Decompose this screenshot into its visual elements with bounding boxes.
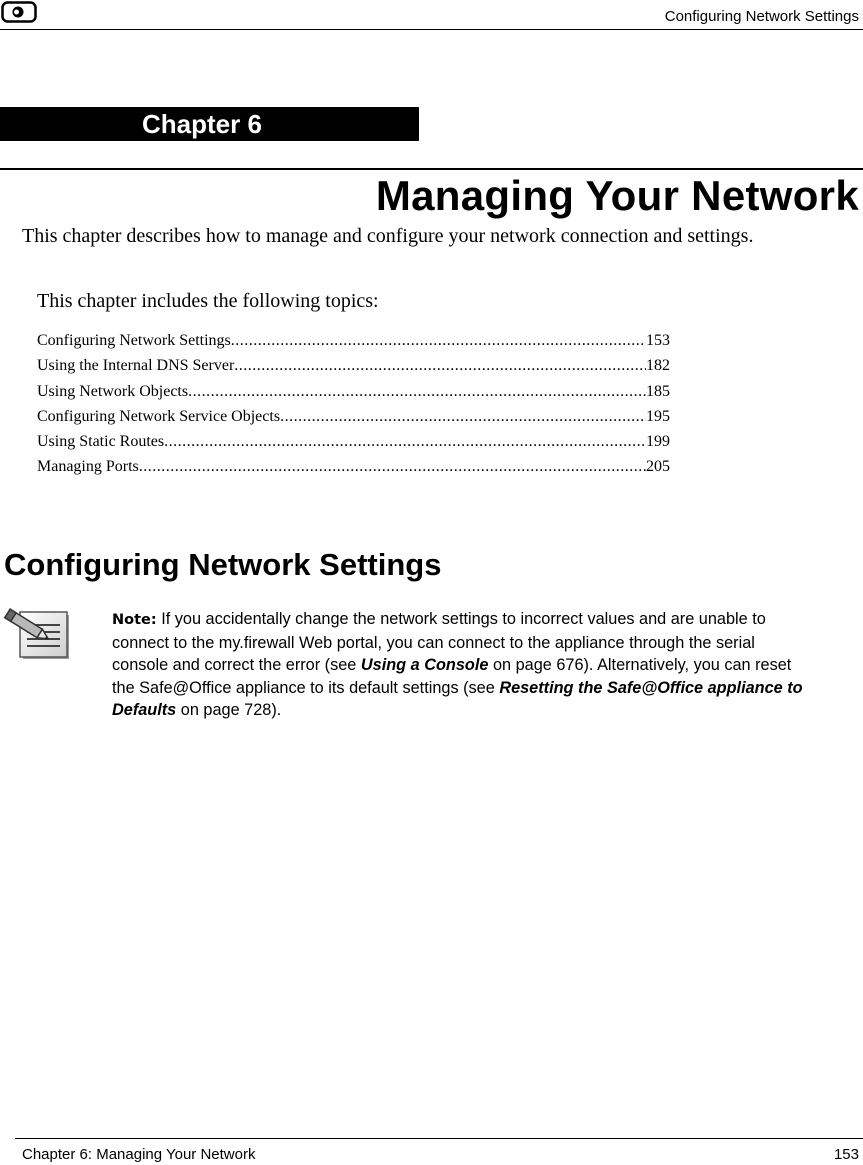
title-rule — [0, 168, 863, 170]
toc-entry-title[interactable]: Configuring Network Service Objects — [37, 407, 281, 425]
toc-leader-dots — [234, 356, 646, 376]
toc-entry-page[interactable]: 199 — [646, 433, 670, 451]
cross-reference-link[interactable]: Using a Console — [360, 656, 489, 674]
chapter-intro: This chapter describes how to manage and configure your network connection and settings. — [22, 225, 754, 247]
toc-entry-page[interactable]: 153 — [646, 332, 670, 349]
note-text: on page 676). Alternatively, you can reset the Safe@Office appliance to its default settings (see — [112, 656, 792, 697]
toc-entry-title[interactable]: Using Network Objects — [37, 382, 189, 400]
toc-entry[interactable] — [37, 457, 670, 482]
note-pencil-icon — [3, 608, 71, 660]
cross-reference-link[interactable]: Resetting the Safe@Office appliance to Defaults — [112, 678, 803, 719]
chapter-title: Managing Your Network — [375, 172, 859, 219]
page-number: 153 — [833, 1146, 859, 1163]
toc-entry-title[interactable]: Configuring Network Settings — [37, 332, 231, 349]
chapter-label: Chapter 6 — [142, 109, 262, 139]
running-header: Configuring Network Settings — [664, 8, 859, 25]
toc-entry[interactable] — [37, 432, 670, 457]
toc-entry-page[interactable]: 195 — [646, 407, 670, 425]
topics-intro: This chapter includes the following topics: — [37, 290, 379, 312]
toc-entry[interactable] — [37, 356, 670, 381]
chapter-label-bar — [0, 107, 419, 141]
toc-leader-dots — [139, 457, 646, 477]
note-text: on page 728). — [176, 701, 282, 719]
toc-entry-page[interactable]: 205 — [646, 458, 670, 476]
logo-icon — [1, 1, 37, 23]
footer-chapter-title: Chapter 6: Managing Your Network — [22, 1146, 256, 1163]
section-heading: Configuring Network Settings — [4, 547, 442, 582]
toc-leader-dots — [280, 407, 646, 427]
toc-entry-page[interactable]: 182 — [646, 357, 670, 375]
toc-leader-dots — [231, 331, 646, 351]
chapter-toc — [37, 331, 670, 483]
toc-entry[interactable] — [37, 382, 670, 407]
toc-entry-title[interactable]: Managing Ports — [37, 458, 139, 476]
toc-entry[interactable] — [37, 331, 670, 356]
note-text: If you accidentally change the network settings to incorrect values and are unable to connect to the my.firewall Web portal, you can connect to the appliance through the serial console and correct the error (see — [112, 610, 766, 674]
footer-rule — [15, 1138, 863, 1139]
toc-entry-page[interactable]: 185 — [646, 382, 670, 400]
note-label: Note: — [112, 612, 157, 628]
note-paragraph — [112, 608, 812, 722]
toc-leader-dots — [188, 382, 646, 402]
toc-entry-title[interactable]: Using Static Routes — [37, 433, 165, 451]
header-rule — [0, 29, 863, 30]
toc-leader-dots — [164, 432, 646, 452]
toc-entry-title[interactable]: Using the Internal DNS Server — [37, 357, 235, 375]
toc-entry[interactable] — [37, 407, 670, 432]
